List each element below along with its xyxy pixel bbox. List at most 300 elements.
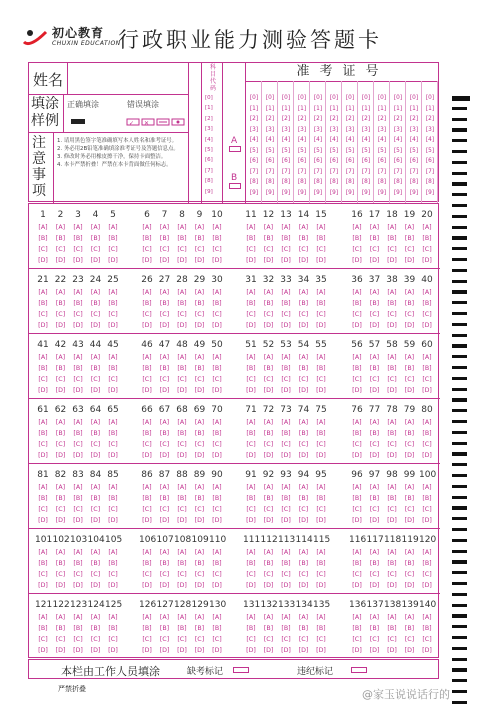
answer-bubble[interactable]: [B] [369, 235, 380, 242]
answer-bubble[interactable]: [B] [73, 430, 83, 437]
answer-bubble[interactable]: [A] [142, 419, 152, 426]
answer-bubble[interactable]: [C] [38, 571, 48, 578]
answer-bubble[interactable]: [D] [316, 517, 326, 524]
answer-bubble[interactable]: [C] [316, 506, 326, 513]
answer-bubble[interactable]: [C] [387, 311, 397, 318]
answer-bubble[interactable]: [C] [212, 441, 222, 448]
violation-mark-box[interactable] [351, 667, 367, 673]
answer-bubble[interactable]: [A] [38, 224, 48, 231]
ticket-digit-bubble[interactable]: [0] [393, 95, 403, 101]
answer-bubble[interactable]: [D] [281, 387, 291, 394]
answer-bubble[interactable]: [D] [352, 517, 362, 524]
answer-bubble[interactable]: [B] [422, 300, 432, 307]
answer-bubble[interactable]: [C] [73, 506, 83, 513]
answer-bubble[interactable]: [B] [422, 625, 432, 632]
answer-bubble[interactable]: [C] [298, 246, 309, 253]
answer-bubble[interactable]: [A] [281, 484, 291, 491]
ticket-digit-bubble[interactable]: [5] [313, 147, 323, 154]
ticket-digit-bubble[interactable]: [1] [281, 105, 291, 112]
ticket-digit-bubble[interactable]: [3] [377, 126, 387, 133]
answer-bubble[interactable]: [A] [281, 614, 291, 621]
answer-bubble[interactable]: [B] [298, 365, 309, 372]
answer-bubble[interactable]: [A] [212, 419, 222, 426]
answer-bubble[interactable]: [D] [90, 257, 101, 264]
answer-bubble[interactable]: [A] [404, 419, 415, 426]
ticket-digit-bubble[interactable]: [2] [345, 116, 355, 122]
answer-bubble[interactable]: [D] [369, 257, 380, 264]
answer-bubble[interactable]: [A] [263, 224, 274, 231]
answer-bubble[interactable]: [C] [352, 376, 362, 383]
answer-bubble[interactable]: [B] [352, 495, 362, 502]
answer-bubble[interactable]: [B] [212, 300, 222, 307]
answer-bubble[interactable]: [C] [142, 441, 152, 448]
paper-type-b[interactable] [231, 173, 237, 183]
answer-bubble[interactable]: [D] [281, 647, 291, 654]
ticket-digit-bubble[interactable]: [4] [265, 137, 275, 143]
answer-bubble[interactable]: [B] [177, 495, 187, 502]
answer-bubble[interactable]: [C] [404, 636, 415, 643]
answer-bubble[interactable]: [D] [316, 647, 326, 654]
paper-type-a[interactable] [231, 136, 237, 146]
answer-bubble[interactable]: [B] [55, 365, 66, 372]
answer-bubble[interactable]: [D] [212, 257, 222, 264]
ticket-digit-bubble[interactable]: [7] [393, 168, 403, 175]
answer-bubble[interactable]: [C] [298, 636, 309, 643]
answer-bubble[interactable]: [D] [387, 452, 397, 459]
answer-bubble[interactable]: [D] [404, 517, 415, 524]
answer-bubble[interactable]: [B] [352, 300, 362, 307]
answer-bubble[interactable]: [A] [90, 484, 101, 491]
answer-bubble[interactable]: [D] [38, 387, 48, 394]
answer-bubble[interactable]: [C] [298, 571, 309, 578]
answer-bubble[interactable]: [C] [281, 571, 291, 578]
ticket-digit-bubble[interactable]: [4] [361, 137, 371, 143]
answer-bubble[interactable]: [D] [404, 452, 415, 459]
answer-bubble[interactable]: [B] [298, 300, 309, 307]
answer-bubble[interactable]: [D] [387, 582, 397, 589]
answer-bubble[interactable]: [C] [212, 376, 222, 383]
ticket-digit-bubble[interactable]: [6] [329, 158, 339, 164]
answer-bubble[interactable]: [D] [177, 322, 187, 329]
answer-bubble[interactable]: [C] [108, 506, 118, 513]
answer-bubble[interactable]: [C] [316, 376, 326, 383]
answer-bubble[interactable]: [C] [177, 636, 187, 643]
answer-bubble[interactable]: [D] [159, 257, 170, 264]
answer-bubble[interactable]: [C] [38, 376, 48, 383]
ticket-digit-bubble[interactable]: [9] [313, 189, 323, 196]
ticket-digit-bubble[interactable]: [6] [393, 158, 403, 164]
answer-bubble[interactable]: [B] [404, 300, 415, 307]
answer-bubble[interactable]: [B] [212, 625, 222, 632]
answer-bubble[interactable]: [A] [281, 419, 291, 426]
answer-bubble[interactable]: [C] [159, 246, 170, 253]
answer-bubble[interactable]: [C] [246, 311, 256, 318]
answer-bubble[interactable]: [A] [316, 549, 326, 556]
answer-bubble[interactable]: [A] [38, 549, 48, 556]
answer-bubble[interactable]: [B] [38, 495, 48, 502]
answer-bubble[interactable]: [C] [387, 571, 397, 578]
answer-bubble[interactable]: [A] [55, 484, 66, 491]
ticket-digit-bubble[interactable]: [3] [281, 126, 291, 133]
answer-bubble[interactable]: [B] [263, 365, 274, 372]
answer-bubble[interactable]: [D] [108, 452, 118, 459]
answer-bubble[interactable]: [D] [55, 452, 66, 459]
answer-bubble[interactable]: [C] [142, 636, 152, 643]
answer-bubble[interactable]: [B] [369, 495, 380, 502]
answer-bubble[interactable]: [D] [159, 387, 170, 394]
answer-bubble[interactable]: [A] [281, 289, 291, 296]
answer-bubble[interactable]: [D] [108, 387, 118, 394]
ticket-digit-bubble[interactable]: [4] [313, 137, 323, 143]
answer-bubble[interactable]: [C] [352, 441, 362, 448]
answer-bubble[interactable]: [C] [73, 636, 83, 643]
answer-bubble[interactable]: [C] [422, 441, 432, 448]
answer-bubble[interactable]: [D] [38, 647, 48, 654]
answer-bubble[interactable]: [A] [387, 549, 397, 556]
answer-bubble[interactable]: [A] [263, 289, 274, 296]
answer-bubble[interactable]: [B] [246, 560, 256, 567]
answer-bubble[interactable]: [C] [142, 571, 152, 578]
subject-digit-bubble[interactable]: [6] [205, 157, 213, 164]
answer-bubble[interactable]: [D] [422, 387, 432, 394]
answer-bubble[interactable]: [C] [404, 571, 415, 578]
answer-bubble[interactable]: [B] [108, 560, 118, 567]
subject-digit-bubble[interactable]: [7] [205, 167, 213, 174]
answer-bubble[interactable]: [C] [281, 636, 291, 643]
answer-bubble[interactable]: [C] [38, 441, 48, 448]
answer-bubble[interactable]: [B] [73, 300, 83, 307]
answer-bubble[interactable]: [D] [194, 517, 205, 524]
answer-bubble[interactable]: [A] [212, 614, 222, 621]
answer-bubble[interactable]: [B] [263, 625, 274, 632]
answer-bubble[interactable]: [D] [246, 257, 256, 264]
ticket-digit-bubble[interactable]: [3] [249, 126, 259, 133]
answer-bubble[interactable]: [B] [422, 430, 432, 437]
answer-bubble[interactable]: [B] [281, 560, 291, 567]
answer-bubble[interactable]: [C] [55, 571, 66, 578]
answer-bubble[interactable]: [B] [281, 495, 291, 502]
ticket-digit-bubble[interactable]: [9] [249, 189, 259, 196]
ticket-digit-bubble[interactable]: [0] [409, 95, 419, 101]
ticket-digit-bubble[interactable]: [9] [409, 189, 419, 196]
answer-bubble[interactable]: [B] [316, 235, 326, 242]
answer-bubble[interactable]: [A] [142, 549, 152, 556]
answer-bubble[interactable]: [D] [246, 582, 256, 589]
answer-bubble[interactable]: [B] [246, 625, 256, 632]
answer-bubble[interactable]: [D] [263, 647, 274, 654]
answer-bubble[interactable]: [D] [90, 387, 101, 394]
answer-bubble[interactable]: [B] [387, 560, 397, 567]
answer-bubble[interactable]: [B] [404, 625, 415, 632]
answer-bubble[interactable]: [A] [281, 224, 291, 231]
answer-bubble[interactable]: [A] [316, 224, 326, 231]
answer-bubble[interactable]: [B] [281, 430, 291, 437]
answer-bubble[interactable]: [C] [194, 571, 205, 578]
answer-bubble[interactable]: [A] [212, 289, 222, 296]
answer-bubble[interactable]: [C] [177, 376, 187, 383]
answer-bubble[interactable]: [A] [55, 224, 66, 231]
ticket-digit-bubble[interactable]: [3] [313, 126, 323, 133]
ticket-digit-bubble[interactable]: [4] [281, 137, 291, 143]
ticket-digit-bubble[interactable]: [1] [297, 105, 307, 112]
answer-bubble[interactable]: [B] [316, 625, 326, 632]
answer-bubble[interactable]: [C] [316, 636, 326, 643]
answer-bubble[interactable]: [A] [55, 614, 66, 621]
ticket-digit-bubble[interactable]: [5] [409, 147, 419, 154]
answer-bubble[interactable]: [D] [369, 647, 380, 654]
answer-bubble[interactable]: [A] [90, 614, 101, 621]
answer-bubble[interactable]: [A] [387, 419, 397, 426]
answer-bubble[interactable]: [D] [73, 257, 83, 264]
answer-bubble[interactable]: [A] [404, 614, 415, 621]
answer-bubble[interactable]: [B] [387, 495, 397, 502]
answer-bubble[interactable]: [A] [38, 419, 48, 426]
answer-bubble[interactable]: [D] [73, 582, 83, 589]
answer-bubble[interactable]: [D] [246, 647, 256, 654]
answer-bubble[interactable]: [D] [90, 582, 101, 589]
answer-bubble[interactable]: [B] [142, 560, 152, 567]
answer-bubble[interactable]: [D] [387, 257, 397, 264]
answer-bubble[interactable]: [D] [177, 257, 187, 264]
answer-bubble[interactable]: [C] [387, 506, 397, 513]
answer-bubble[interactable]: [D] [369, 322, 380, 329]
answer-bubble[interactable]: [A] [352, 549, 362, 556]
answer-bubble[interactable]: [A] [298, 354, 309, 361]
answer-bubble[interactable]: [C] [404, 311, 415, 318]
answer-bubble[interactable]: [B] [246, 365, 256, 372]
answer-bubble[interactable]: [C] [159, 441, 170, 448]
answer-bubble[interactable]: [A] [177, 549, 187, 556]
ticket-digit-bubble[interactable]: [4] [409, 137, 419, 143]
answer-bubble[interactable]: [D] [90, 517, 101, 524]
ticket-digit-bubble[interactable]: [9] [377, 189, 387, 196]
answer-bubble[interactable]: [D] [55, 647, 66, 654]
answer-bubble[interactable]: [A] [73, 224, 83, 231]
answer-bubble[interactable]: [C] [422, 571, 432, 578]
answer-bubble[interactable]: [D] [422, 647, 432, 654]
answer-bubble[interactable]: [D] [212, 387, 222, 394]
answer-bubble[interactable]: [A] [369, 289, 380, 296]
answer-bubble[interactable]: [B] [177, 365, 187, 372]
answer-bubble[interactable]: [A] [177, 614, 187, 621]
answer-bubble[interactable]: [D] [298, 257, 309, 264]
answer-bubble[interactable]: [D] [298, 517, 309, 524]
ticket-digit-bubble[interactable]: [3] [393, 126, 403, 133]
answer-bubble[interactable]: [A] [73, 419, 83, 426]
answer-bubble[interactable]: [D] [352, 647, 362, 654]
ticket-digit-bubble[interactable]: [5] [297, 147, 307, 154]
answer-bubble[interactable]: [C] [73, 441, 83, 448]
answer-bubble[interactable]: [A] [194, 419, 205, 426]
answer-bubble[interactable]: [B] [316, 365, 326, 372]
answer-bubble[interactable]: [C] [142, 246, 152, 253]
ticket-digit-bubble[interactable]: [8] [249, 179, 259, 185]
ticket-digit-bubble[interactable]: [2] [265, 116, 275, 122]
answer-bubble[interactable]: [B] [387, 430, 397, 437]
answer-bubble[interactable]: [B] [159, 235, 170, 242]
answer-bubble[interactable]: [D] [298, 582, 309, 589]
answer-bubble[interactable]: [C] [177, 506, 187, 513]
answer-bubble[interactable]: [C] [246, 246, 256, 253]
answer-bubble[interactable]: [A] [159, 224, 170, 231]
answer-bubble[interactable]: [D] [298, 452, 309, 459]
answer-bubble[interactable]: [B] [38, 300, 48, 307]
answer-bubble[interactable]: [B] [38, 625, 48, 632]
answer-bubble[interactable]: [B] [159, 625, 170, 632]
answer-bubble[interactable]: [A] [212, 484, 222, 491]
answer-bubble[interactable]: [C] [73, 246, 83, 253]
ticket-digit-bubble[interactable]: [2] [313, 116, 323, 122]
answer-bubble[interactable]: [A] [316, 484, 326, 491]
answer-bubble[interactable]: [D] [194, 387, 205, 394]
answer-bubble[interactable]: [C] [263, 376, 274, 383]
answer-bubble[interactable]: [A] [159, 614, 170, 621]
ticket-digit-bubble[interactable]: [2] [249, 116, 259, 122]
answer-bubble[interactable]: [D] [55, 387, 66, 394]
answer-bubble[interactable]: [B] [316, 430, 326, 437]
answer-bubble[interactable]: [A] [316, 354, 326, 361]
answer-bubble[interactable]: [B] [108, 235, 118, 242]
ticket-digit-bubble[interactable]: [0] [425, 95, 435, 101]
answer-bubble[interactable]: [D] [177, 517, 187, 524]
answer-bubble[interactable]: [A] [422, 224, 432, 231]
answer-bubble[interactable]: [C] [369, 246, 380, 253]
ticket-digit-bubble[interactable]: [7] [313, 168, 323, 175]
answer-bubble[interactable]: [B] [108, 365, 118, 372]
answer-bubble[interactable]: [B] [352, 560, 362, 567]
ticket-digit-bubble[interactable]: [9] [393, 189, 403, 196]
answer-bubble[interactable]: [C] [90, 311, 101, 318]
answer-bubble[interactable]: [B] [38, 560, 48, 567]
answer-bubble[interactable]: [A] [387, 224, 397, 231]
answer-bubble[interactable]: [D] [246, 517, 256, 524]
answer-bubble[interactable]: [C] [404, 376, 415, 383]
ticket-digit-bubble[interactable]: [8] [425, 179, 435, 185]
answer-bubble[interactable]: [D] [369, 517, 380, 524]
ticket-digit-bubble[interactable]: [3] [345, 126, 355, 133]
answer-bubble[interactable]: [B] [177, 625, 187, 632]
ticket-digit-bubble[interactable]: [4] [393, 137, 403, 143]
subject-digit-bubble[interactable]: [9] [205, 188, 213, 195]
ticket-digit-bubble[interactable]: [7] [345, 168, 355, 175]
answer-bubble[interactable]: [C] [73, 376, 83, 383]
answer-bubble[interactable]: [D] [38, 517, 48, 524]
answer-bubble[interactable]: [C] [212, 571, 222, 578]
ticket-digit-bubble[interactable]: [9] [329, 189, 339, 196]
answer-bubble[interactable]: [A] [387, 354, 397, 361]
answer-bubble[interactable]: [C] [55, 441, 66, 448]
absent-mark-box[interactable] [233, 667, 249, 673]
ticket-digit-bubble[interactable]: [7] [425, 168, 435, 175]
answer-bubble[interactable]: [B] [177, 300, 187, 307]
answer-bubble[interactable]: [D] [316, 387, 326, 394]
answer-bubble[interactable]: [D] [263, 387, 274, 394]
answer-bubble[interactable]: [A] [108, 484, 118, 491]
answer-bubble[interactable]: [C] [194, 506, 205, 513]
answer-bubble[interactable]: [C] [55, 636, 66, 643]
answer-bubble[interactable]: [C] [404, 506, 415, 513]
answer-bubble[interactable]: [A] [246, 354, 256, 361]
answer-bubble[interactable]: [C] [212, 636, 222, 643]
ticket-digit-bubble[interactable]: [7] [377, 168, 387, 175]
answer-bubble[interactable]: [D] [246, 452, 256, 459]
ticket-digit-bubble[interactable]: [2] [329, 116, 339, 122]
answer-bubble[interactable]: [A] [159, 549, 170, 556]
answer-bubble[interactable]: [A] [73, 549, 83, 556]
answer-bubble[interactable]: [D] [387, 647, 397, 654]
answer-bubble[interactable]: [C] [55, 311, 66, 318]
ticket-digit-bubble[interactable]: [8] [393, 179, 403, 185]
answer-bubble[interactable]: [D] [90, 322, 101, 329]
answer-bubble[interactable]: [B] [281, 365, 291, 372]
ticket-digit-bubble[interactable]: [7] [361, 168, 371, 175]
ticket-digit-bubble[interactable]: [5] [281, 147, 291, 154]
answer-bubble[interactable]: [B] [369, 625, 380, 632]
answer-bubble[interactable]: [C] [108, 311, 118, 318]
ticket-digit-bubble[interactable]: [0] [361, 95, 371, 101]
answer-bubble[interactable]: [A] [38, 354, 48, 361]
answer-bubble[interactable]: [B] [298, 625, 309, 632]
answer-bubble[interactable]: [D] [108, 257, 118, 264]
ticket-digit-bubble[interactable]: [8] [329, 179, 339, 185]
ticket-digit-bubble[interactable]: [0] [265, 95, 275, 101]
answer-bubble[interactable]: [D] [159, 452, 170, 459]
answer-bubble[interactable]: [D] [422, 257, 432, 264]
ticket-digit-bubble[interactable]: [8] [297, 179, 307, 185]
ticket-digit-bubble[interactable]: [6] [249, 158, 259, 164]
answer-bubble[interactable]: [B] [404, 430, 415, 437]
answer-bubble[interactable]: [A] [404, 354, 415, 361]
answer-bubble[interactable]: [D] [281, 322, 291, 329]
answer-bubble[interactable]: [A] [369, 419, 380, 426]
answer-bubble[interactable]: [B] [142, 300, 152, 307]
ticket-digit-bubble[interactable]: [5] [265, 147, 275, 154]
subject-digit-bubble[interactable]: [3] [205, 126, 213, 133]
answer-bubble[interactable]: [A] [246, 614, 256, 621]
answer-bubble[interactable]: [A] [159, 484, 170, 491]
answer-bubble[interactable]: [B] [55, 300, 66, 307]
answer-bubble[interactable]: [B] [90, 430, 101, 437]
answer-bubble[interactable]: [B] [38, 430, 48, 437]
answer-bubble[interactable]: [A] [108, 289, 118, 296]
answer-bubble[interactable]: [D] [142, 647, 152, 654]
answer-bubble[interactable]: [C] [298, 506, 309, 513]
answer-bubble[interactable]: [C] [316, 571, 326, 578]
answer-bubble[interactable]: [B] [194, 365, 205, 372]
answer-bubble[interactable]: [C] [352, 311, 362, 318]
ticket-digit-bubble[interactable]: [8] [409, 179, 419, 185]
ticket-digit-bubble[interactable]: [2] [281, 116, 291, 122]
ticket-digit-bubble[interactable]: [7] [297, 168, 307, 175]
answer-bubble[interactable]: [B] [263, 430, 274, 437]
answer-bubble[interactable]: [D] [246, 387, 256, 394]
answer-bubble[interactable]: [B] [108, 495, 118, 502]
ticket-digit-bubble[interactable]: [8] [265, 179, 275, 185]
answer-bubble[interactable]: [C] [38, 311, 48, 318]
answer-bubble[interactable]: [C] [108, 246, 118, 253]
answer-bubble[interactable]: [A] [108, 549, 118, 556]
answer-bubble[interactable]: [A] [422, 549, 432, 556]
answer-bubble[interactable]: [B] [316, 495, 326, 502]
answer-bubble[interactable]: [C] [352, 636, 362, 643]
answer-bubble[interactable]: [A] [246, 289, 256, 296]
answer-bubble[interactable]: [D] [263, 322, 274, 329]
answer-bubble[interactable]: [B] [159, 495, 170, 502]
ticket-digit-bubble[interactable]: [0] [377, 95, 387, 101]
ticket-digit-bubble[interactable]: [1] [249, 105, 259, 112]
answer-bubble[interactable]: [A] [90, 419, 101, 426]
answer-bubble[interactable]: [B] [246, 495, 256, 502]
